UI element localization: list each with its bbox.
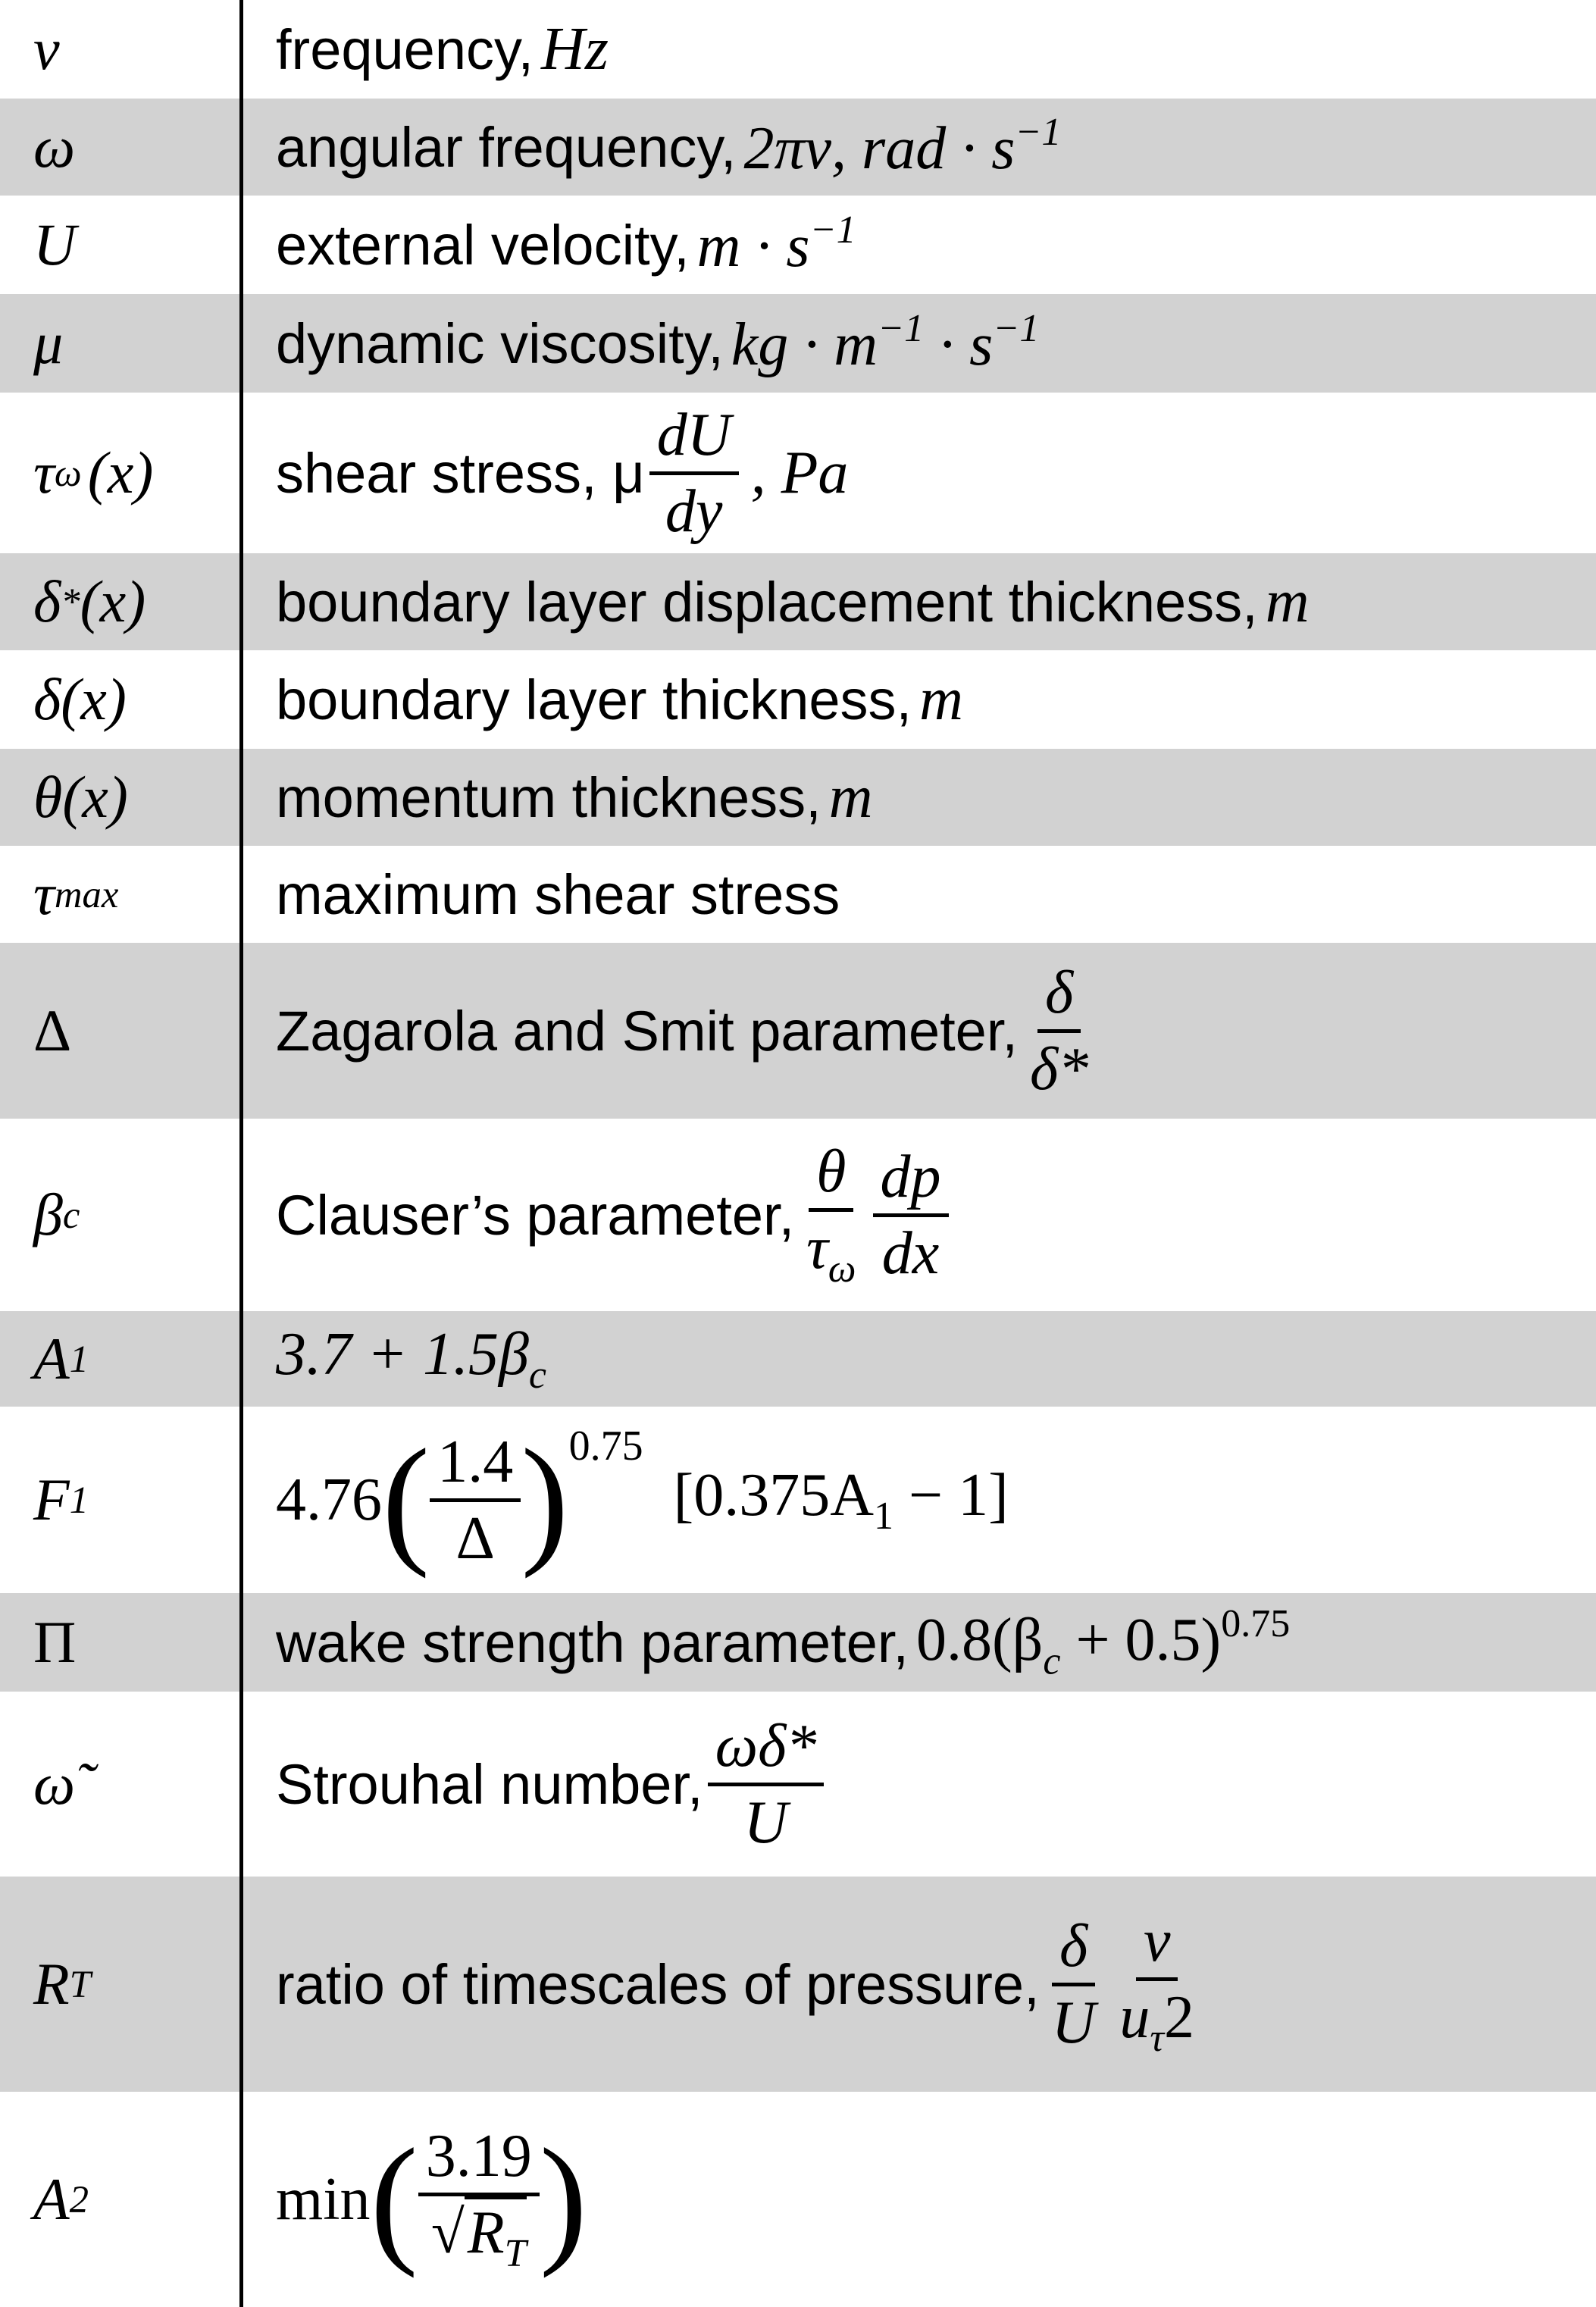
symbol-subscript: c — [62, 1194, 80, 1236]
fraction-numerator: θ — [809, 1140, 853, 1212]
description-text: shear stress, μ — [276, 441, 645, 505]
unit-base-2: · s — [924, 311, 994, 379]
fraction-numerator: 1.4 — [430, 1430, 521, 1502]
description-cell — [276, 1877, 1206, 2092]
unit-math — [697, 208, 856, 281]
symbol-base: τ — [33, 861, 55, 927]
formula-text-2: + 0.5) — [1060, 1607, 1222, 1673]
fraction — [418, 2124, 540, 2275]
symbol-base: R — [33, 1951, 70, 2017]
symbol-base: δ — [33, 568, 61, 634]
description-text: wake strength parameter, — [276, 1611, 909, 1674]
fraction — [649, 403, 739, 543]
unit-math: m — [919, 665, 963, 733]
symbol-cell: ω̃ — [33, 1751, 76, 1817]
fraction-denominator: U — [743, 1789, 788, 1856]
unit-base: 2πν, rad · s — [743, 115, 1015, 183]
column-divider — [239, 0, 243, 2307]
description-cell — [276, 1692, 828, 1877]
tail-end: − 1] — [893, 1461, 1009, 1529]
fraction-numerator: ν — [1136, 1909, 1178, 1981]
fraction — [708, 1714, 825, 1855]
function-name: min — [276, 2165, 371, 2233]
fraction-numerator: 3.19 — [418, 2124, 540, 2196]
symbol-cell: μ — [33, 310, 64, 376]
denominator-tail: 2 — [1164, 1983, 1195, 2051]
fraction-denominator: Δ — [455, 1504, 495, 1572]
symbol-subscript: 1 — [69, 1338, 89, 1380]
fraction-denominator — [424, 2196, 534, 2275]
left-paren: ( — [370, 2120, 418, 2279]
formula — [276, 1320, 546, 1398]
fraction — [1022, 961, 1096, 1101]
description-text: boundary layer displacement thickness, — [276, 570, 1258, 634]
symbol-cell — [33, 1877, 91, 2092]
description-cell — [276, 196, 856, 294]
description-cell — [276, 846, 840, 943]
tail-text: [0.375A — [673, 1461, 874, 1529]
radicand-base: R — [467, 2199, 505, 2266]
unit-math: Hz — [541, 15, 609, 83]
right-paren: ) — [539, 2120, 588, 2279]
denominator-base: τ — [806, 1214, 828, 1282]
symbol-cell — [33, 2092, 89, 2307]
formula-text: 0.8(β — [916, 1607, 1044, 1673]
description-text: frequency, — [276, 17, 534, 81]
description-cell — [276, 393, 848, 553]
fraction — [1044, 1914, 1103, 2055]
unit-exponent: −1 — [1015, 111, 1062, 155]
symbol-cell: Δ — [33, 997, 72, 1063]
description-text: Zagarola and Smit parameter, — [276, 999, 1018, 1063]
unit-base: m · s — [696, 213, 810, 280]
symbol-subscript: 1 — [69, 1479, 89, 1521]
description-text: ratio of timescales of pressure, — [276, 1952, 1040, 2016]
symbol-base: A — [33, 2166, 70, 2232]
symbol-base: A — [33, 1326, 70, 1391]
unit-math — [731, 306, 1040, 380]
fraction-numerator: dU — [649, 403, 739, 475]
symbol-subscript: max — [54, 873, 119, 916]
symbol-argument: (x) — [87, 440, 154, 506]
right-paren: ) — [521, 1420, 569, 1579]
description-cell — [276, 1407, 1009, 1593]
formula-coefficient: 4.76 — [276, 1466, 382, 1533]
symbol-cell — [33, 393, 153, 553]
fraction-denominator: dy — [665, 477, 723, 545]
unit-exponent-2: −1 — [993, 307, 1040, 351]
description-cell — [276, 1119, 953, 1311]
description-cell — [276, 553, 1309, 650]
description-cell — [276, 943, 1100, 1119]
symbol-subscript: ω — [54, 452, 82, 494]
description-cell — [276, 0, 609, 99]
description-text: Strouhal number, — [276, 1752, 703, 1816]
unit-math — [743, 110, 1061, 183]
description-text: boundary layer thickness, — [276, 668, 912, 731]
denominator-base: u — [1119, 1983, 1150, 2051]
description-text: maximum shear stress — [276, 862, 840, 926]
symbol-cell: Π — [33, 1609, 77, 1675]
description-cell — [276, 650, 963, 749]
denominator-subscript: τ — [1150, 2016, 1165, 2060]
symbol-argument: (x) — [80, 568, 146, 634]
unit-base: kg · m — [731, 311, 878, 379]
symbol-base: τ — [33, 440, 55, 506]
fraction-2 — [1112, 1909, 1202, 2060]
symbol-cell: δ(x) — [33, 666, 127, 732]
description-text: momentum thickness, — [276, 765, 821, 829]
unit-math: m — [1265, 568, 1310, 635]
description-cell — [276, 749, 872, 846]
symbol-subscript: T — [69, 1963, 91, 2005]
symbol-cell: θ(x) — [33, 764, 128, 830]
description-text: Clauser’s parameter, — [276, 1183, 795, 1247]
symbol-cell — [33, 1407, 89, 1593]
fraction-denominator: δ* — [1029, 1035, 1089, 1103]
symbol-cell: ω — [33, 114, 76, 180]
description-text: dynamic viscosity, — [276, 311, 724, 375]
unit-exponent: −1 — [809, 208, 856, 252]
symbol-subscript: 2 — [69, 2178, 89, 2221]
radicand-subscript: T — [504, 2231, 527, 2275]
fraction-numerator: δ — [1052, 1914, 1095, 1986]
fraction-denominator: dx — [881, 1219, 940, 1287]
symbol-cell — [33, 553, 146, 650]
description-text: angular frequency, — [276, 115, 737, 179]
symbol-cell — [33, 846, 118, 943]
description-cell — [276, 294, 1039, 393]
left-paren: ( — [382, 1420, 430, 1579]
description-text: external velocity, — [276, 213, 690, 277]
formula-exponent: 0.75 — [1221, 1601, 1291, 1645]
symbol-superscript: * — [61, 581, 80, 623]
description-cell — [276, 2092, 587, 2307]
fraction-2 — [873, 1145, 949, 1285]
description-cell — [276, 99, 1061, 196]
sqrt-radicand — [465, 2196, 527, 2275]
sqrt-sign: √ — [430, 2199, 465, 2266]
denominator-subscript: ω — [828, 1247, 856, 1291]
fraction-numerator: δ — [1037, 961, 1081, 1033]
formula — [916, 1601, 1290, 1683]
formula-exponent: 0.75 — [568, 1423, 643, 1470]
description-cell — [276, 1593, 1290, 1692]
fraction — [430, 1430, 521, 1570]
symbol-cell — [33, 1311, 89, 1407]
fraction — [799, 1140, 863, 1291]
unit-math: , Pa — [750, 439, 849, 506]
fraction-numerator: dp — [873, 1145, 949, 1217]
formula-subscript: c — [1043, 1639, 1061, 1683]
fraction-denominator — [799, 1212, 863, 1291]
description-cell — [276, 1311, 546, 1407]
symbol-cell — [33, 1119, 80, 1311]
formula-tail — [674, 1461, 1009, 1539]
fraction-numerator: ωδ* — [708, 1714, 825, 1786]
symbol-base: β — [33, 1182, 63, 1247]
formula-text: 3.7 + 1.5β — [276, 1320, 529, 1388]
symbol-cell: ν — [33, 16, 60, 82]
fraction-denominator: U — [1051, 1989, 1096, 2056]
symbol-cell: U — [33, 211, 77, 277]
unit-exponent: −1 — [878, 307, 925, 351]
symbol-base: F — [33, 1467, 70, 1532]
tail-subscript: 1 — [873, 1495, 893, 1539]
unit-math: m — [828, 763, 873, 831]
fraction-denominator — [1112, 1981, 1202, 2060]
formula-subscript: c — [528, 1354, 546, 1398]
